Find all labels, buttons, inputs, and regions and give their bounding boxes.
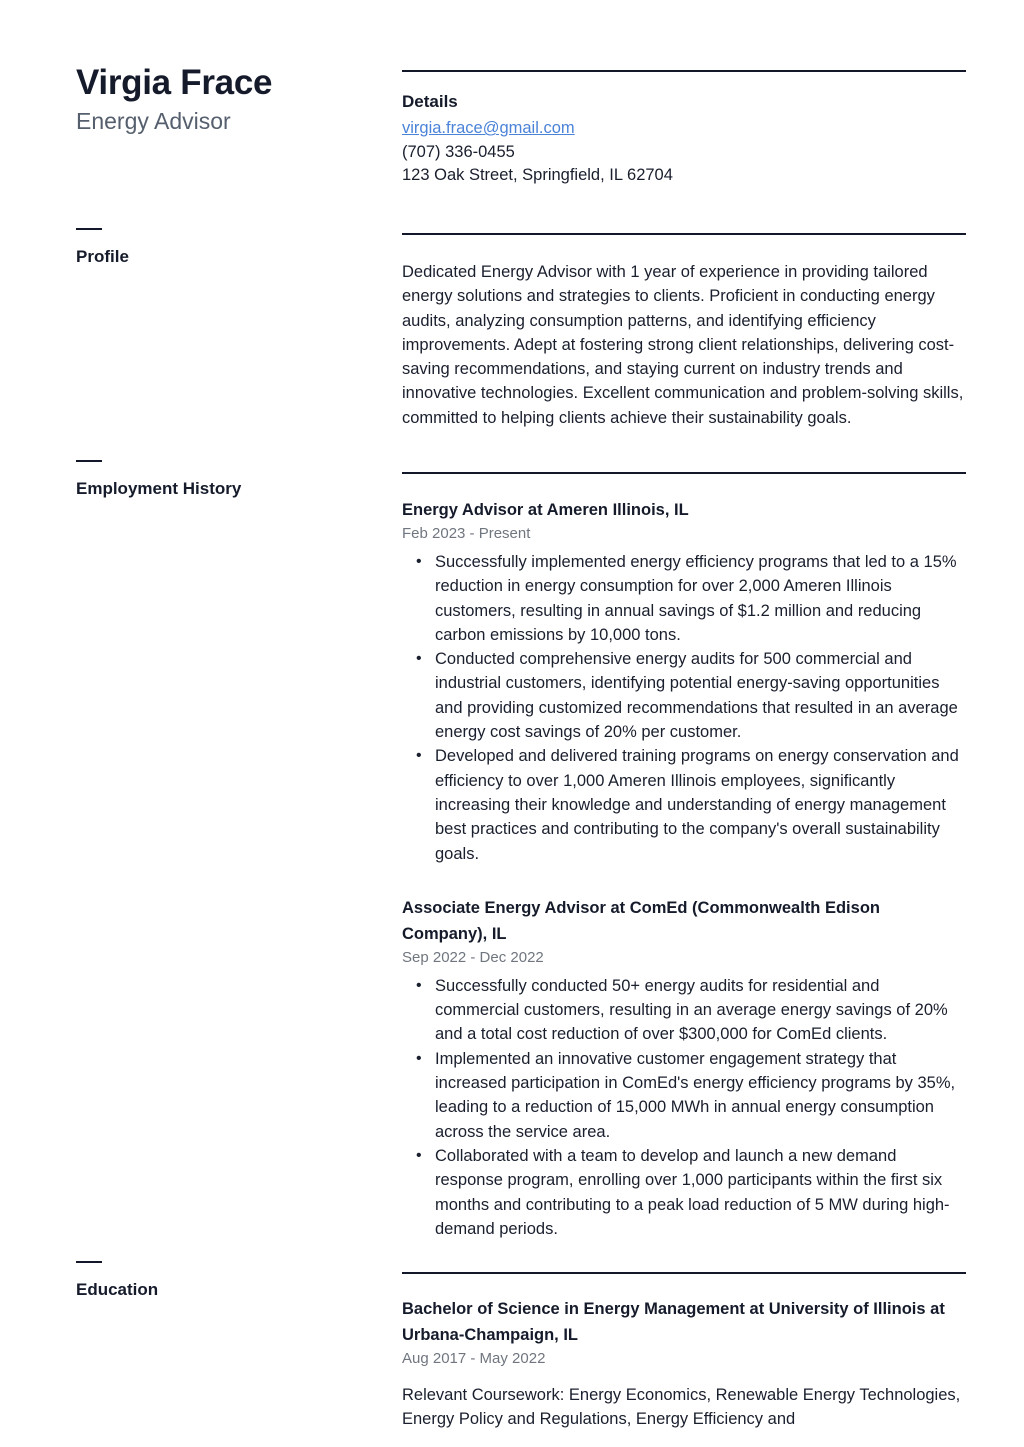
education-entry	[402, 1296, 966, 1432]
profile-section	[402, 233, 966, 430]
details-heading: Details	[402, 92, 458, 111]
sidebar-item-label: Education	[76, 1280, 159, 1299]
list-item: • Successfully conducted 50+ energy audits for residential and commercial customers, resulting in an average energy savings of 20% and a total cost reduction of over $300,000 for ComEd clients.	[435, 974, 966, 1047]
sidebar-item-profile	[76, 228, 376, 268]
section-divider	[402, 472, 966, 474]
page-title: Virgia Frace	[76, 63, 273, 102]
list-item: • Developed and delivered training programs on energy conservation and efficiency to over 1,000 Ameren Illinois employees, significantly increasing their knowledge and understanding of energy management best practices and contributing to the company's overall sustainability goals.	[435, 744, 966, 865]
employment-entry	[402, 895, 966, 1241]
list-item: • Collaborated with a team to develop and launch a new demand response program, enrolling over 1,000 participants within the first six months and contributing to a peak load reduction of 5 MW during high-demand periods.	[435, 1144, 966, 1241]
dash-marker-icon	[76, 228, 102, 230]
entry-date: Feb 2023 - Present	[402, 525, 531, 542]
list-item: • Conducted comprehensive energy audits for 500 commercial and industrial customers, identifying potential energy-saving opportunities and providing customized recommendations that resulted in an average energy cost savings of 20% per customer.	[435, 647, 966, 744]
entry-title: Associate Energy Advisor at ComEd (Commonwealth Edison Company), IL	[402, 898, 880, 943]
entry-bullet-list	[402, 550, 966, 866]
employment-history-section	[402, 472, 966, 1241]
education-section	[402, 1272, 966, 1432]
job-title-subtitle: Energy Advisor	[76, 108, 231, 134]
entry-title: Energy Advisor at Ameren Illinois, IL	[402, 501, 689, 519]
entry-bullet-list	[402, 974, 966, 1241]
section-divider	[402, 1272, 966, 1274]
address-text: 123 Oak Street, Springfield, IL 62704	[402, 166, 673, 184]
list-item: • Implemented an innovative customer engagement strategy that increased participation in ComEd's energy efficiency programs by 35%, leading to a reduction of 15,000 MWh in annual energy consumption across the service area.	[435, 1047, 966, 1144]
entry-date: Aug 2017 - May 2022	[402, 1350, 546, 1367]
sidebar-item-label: Profile	[76, 247, 129, 266]
section-divider	[402, 70, 966, 72]
employment-entry	[402, 497, 966, 866]
entry-date: Sep 2022 - Dec 2022	[402, 948, 544, 966]
education-description: Relevant Coursework: Energy Economics, Renewable Energy Technologies, Energy Policy and Regulations, Energy Efficiency and	[402, 1386, 961, 1429]
entry-title: Bachelor of Science in Energy Management at University of Illinois at Urbana-Champaign, IL	[402, 1300, 945, 1344]
dash-marker-icon	[76, 1261, 102, 1263]
name-block	[76, 62, 376, 136]
profile-text: Dedicated Energy Advisor with 1 year of experience in providing tailored energy solutions and strategies to clients. Proficient in conducting energy audits, analyzing consumption patterns, and identifying efficiency improvements. Adept at fostering strong client relationships, delivering cost-saving recommendations, and staying current on industry trends and innovative technologies. Excellent communication and problem-solving skills, committed to helping clients achieve their sustainability goals.	[402, 263, 964, 427]
dash-marker-icon	[76, 460, 102, 462]
phone-text: (707) 336-0455	[402, 142, 515, 161]
sidebar-item-employment-history	[76, 460, 376, 500]
section-divider	[402, 233, 966, 235]
sidebar-item-label: Employment History	[76, 479, 242, 498]
email-link[interactable]: virgia.frace@gmail.com	[402, 119, 575, 137]
sidebar-item-education	[76, 1261, 376, 1301]
details-section	[402, 70, 966, 188]
list-item: • Successfully implemented energy efficiency programs that led to a 15% reduction in energy consumption for over 2,000 Ameren Illinois customers, resulting in annual savings of $1.2 million and reducing carbon emissions by 10,000 tons.	[435, 550, 966, 647]
